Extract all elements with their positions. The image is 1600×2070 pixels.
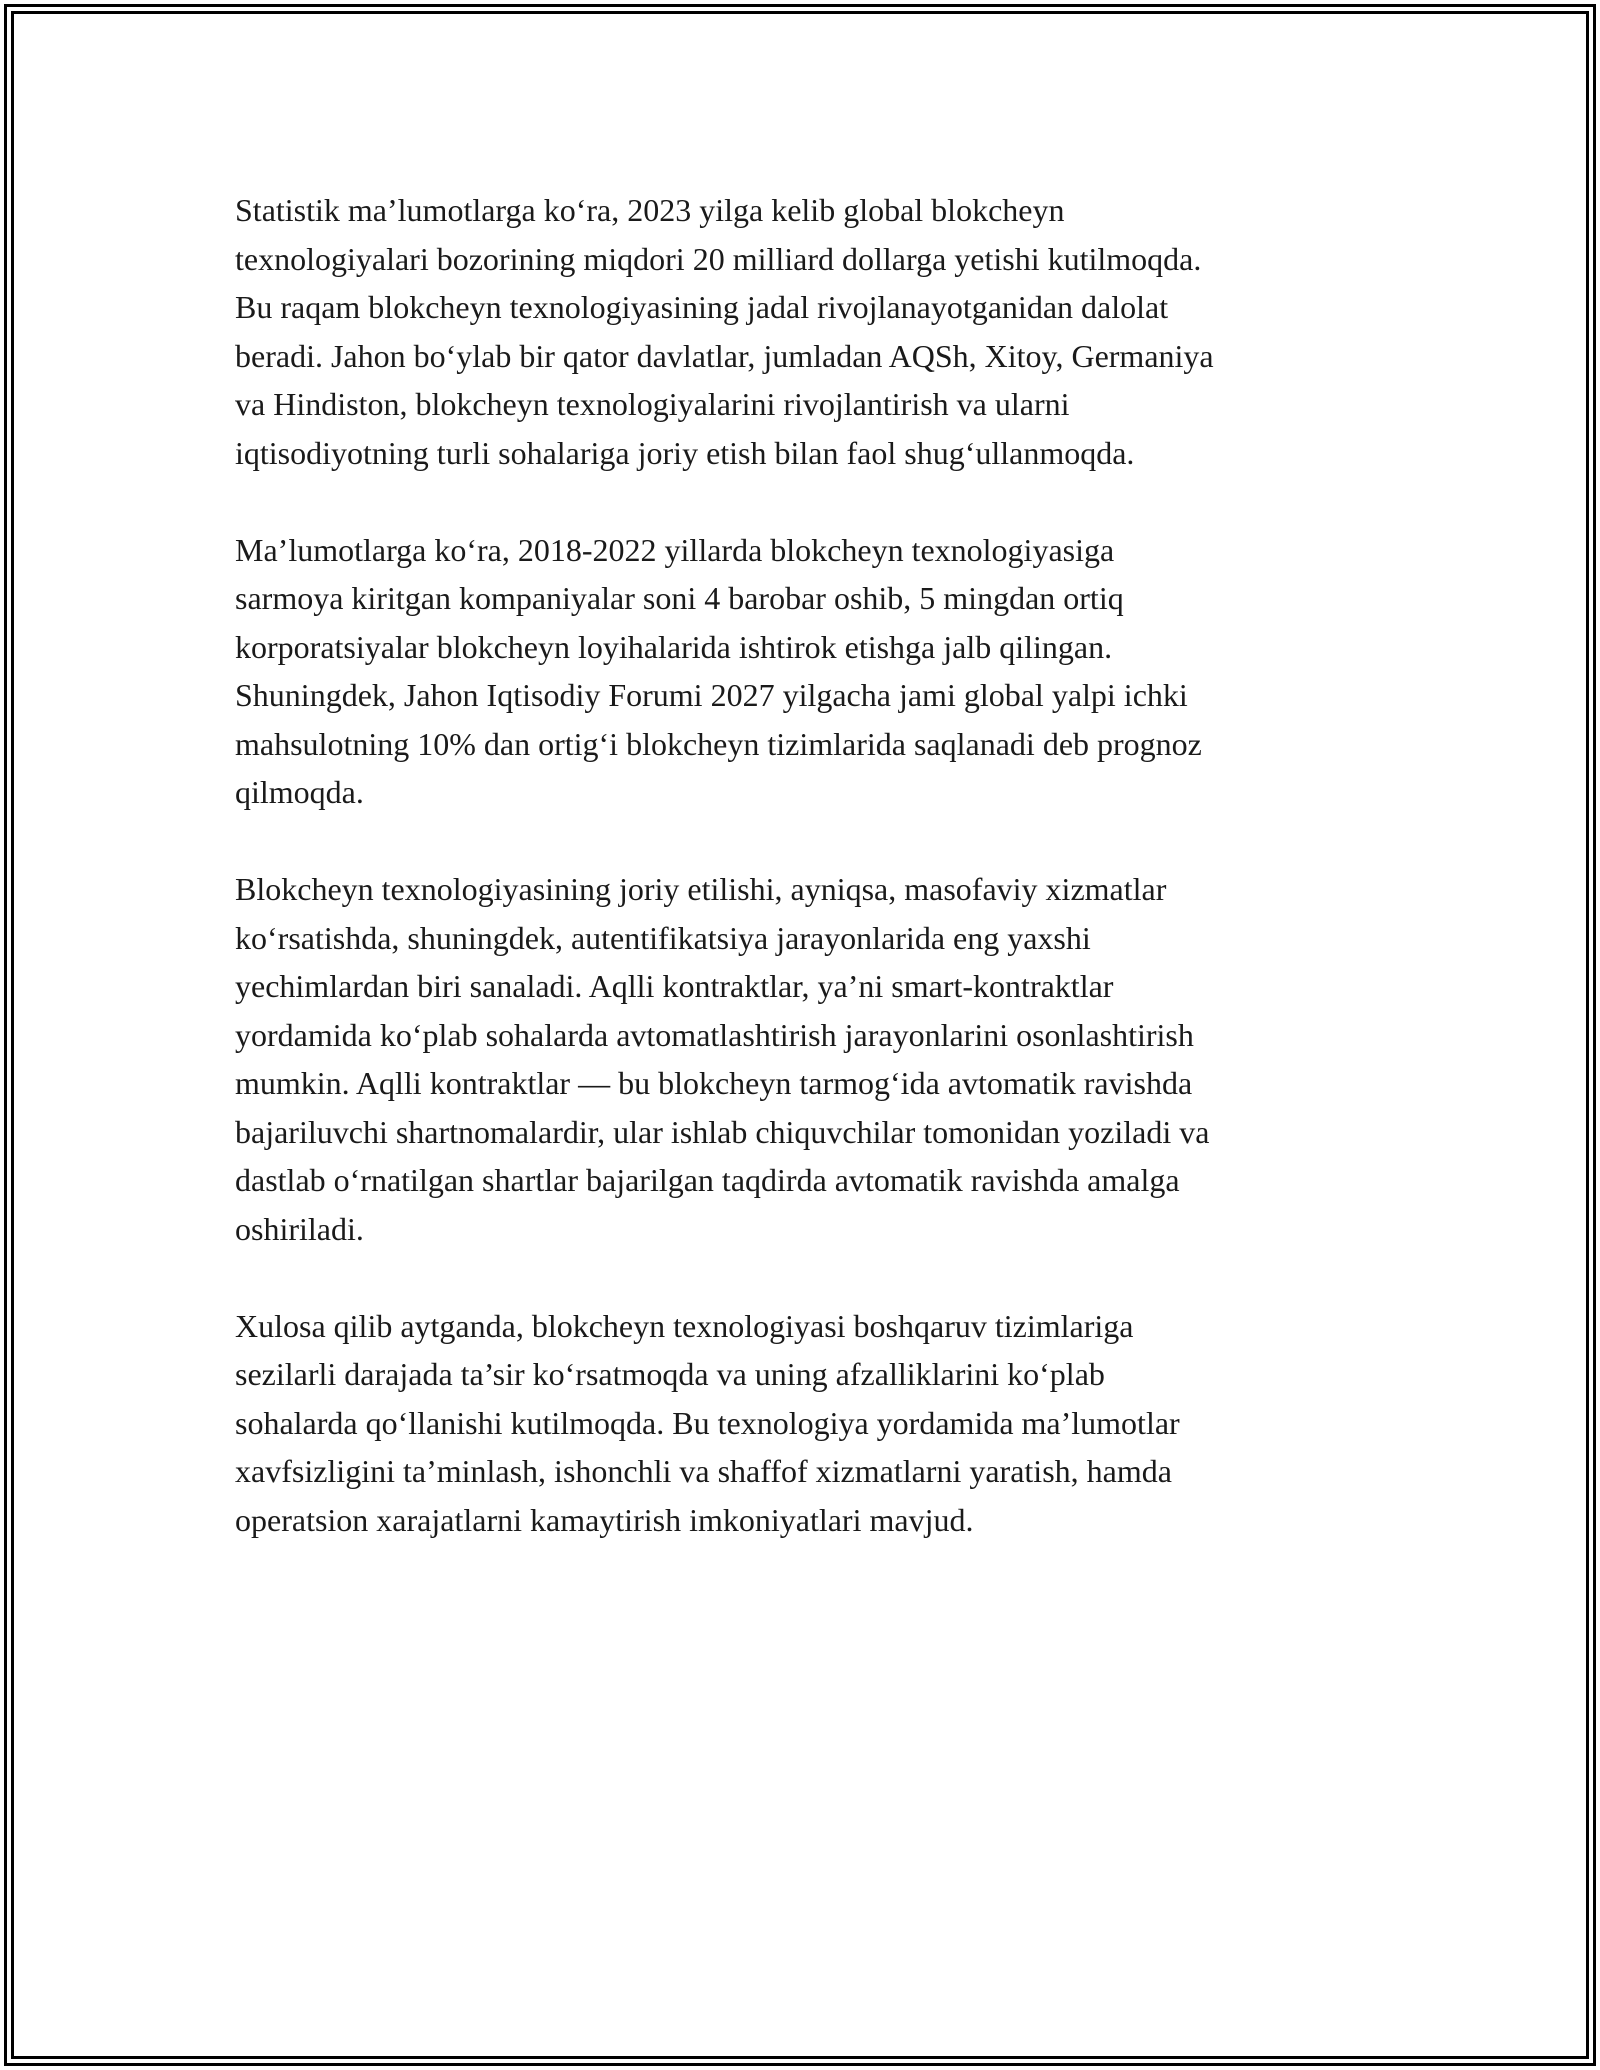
- paragraph-investment-data: [235, 526, 1365, 817]
- text-line: Ma’lumotlarga ko‘ra, 2018-2022 yillarda blokcheyn texnologiyasiga: [235, 531, 1115, 568]
- text-line: sarmoya kiritgan kompaniyalar soni 4 barobar oshib, 5 mingdan ortiq: [235, 580, 1124, 616]
- text-line: texnologiyalari bozorining miqdori 20 milliard dollarga yetishi kutilmoqda.: [235, 240, 1202, 277]
- text-line: sezilarli darajada ta’sir ko‘rsatmoqda va uning afzalliklarini ko‘plab: [235, 1356, 1105, 1392]
- text-line: sohalarda qo‘llanishi kutilmoqda. Bu texnologiya yordamida ma’lumotlar: [235, 1404, 1180, 1441]
- text-line: operatsion xarajatlarni kamaytirish imkoniyatlari mavjud.: [235, 1501, 974, 1538]
- text-line: dastlab o‘rnatilgan shartlar bajarilgan taqdirda avtomatik ravishda amalga: [235, 1162, 1180, 1198]
- text-line: Xulosa qilib aytganda, blokcheyn texnologiyasi boshqaruv tizimlariga: [235, 1307, 1134, 1344]
- paragraph-conclusion: [235, 1302, 1365, 1545]
- text-line: mahsulotning 10% dan ortig‘i blokcheyn tizimlarida saqlanadi deb prognoz: [235, 725, 1202, 762]
- document-body: [235, 186, 1365, 1544]
- text-line: bajariluvchi shartnomalardir, ular ishlab chiquvchilar tomonidan yoziladi va: [235, 1113, 1210, 1150]
- text-line: xavfsizligini ta’minlash, ishonchli va shaffof xizmatlarni yaratish, hamda: [235, 1453, 1172, 1489]
- text-line: oshiriladi.: [235, 1210, 364, 1247]
- text-line: mumkin. Aqlli kontraktlar — bu blokcheyn tarmog‘ida avtomatik ravishda: [235, 1065, 1193, 1101]
- text-line: yechimlardan biri sanaladi. Aqlli kontraktlar, ya’ni smart-kontraktlar: [235, 968, 1114, 1004]
- text-line: qilmoqda.: [235, 774, 364, 810]
- text-line: ko‘rsatishda, shuningdek, autentifikatsiya jarayonlarida eng yaxshi: [235, 919, 1091, 956]
- paragraph-smart-contracts: [235, 865, 1365, 1253]
- paragraph-market-statistics: [235, 186, 1365, 477]
- text-line: iqtisodiyotning turli sohalariga joriy etish bilan faol shug‘ullanmoqda.: [235, 434, 1135, 471]
- text-line: va Hindiston, blokcheyn texnologiyalarini rivojlantirish va ularni: [235, 386, 1070, 422]
- text-line: Bu raqam blokcheyn texnologiyasining jadal rivojlanayotganidan dalolat: [235, 289, 1169, 325]
- text-line: Shuningdek, Jahon Iqtisodiy Forumi 2027 yilgacha jami global yalpi ichki: [235, 677, 1188, 713]
- text-line: korporatsiyalar blokcheyn loyihalarida ishtirok etishga jalb qilingan.: [235, 628, 1113, 665]
- text-line: yordamida ko‘plab sohalarda avtomatlashtirish jarayonlarini osonlashtirish: [235, 1016, 1194, 1053]
- text-line: Statistik ma’lumotlarga ko‘ra, 2023 yilga kelib global blokcheyn: [235, 192, 1065, 228]
- text-line: beradi. Jahon bo‘ylab bir qator davlatlar, jumladan AQSh, Xitoy, Germaniya: [235, 337, 1214, 374]
- text-line: Blokcheyn texnologiyasining joriy etilishi, ayniqsa, masofaviy xizmatlar: [235, 871, 1167, 907]
